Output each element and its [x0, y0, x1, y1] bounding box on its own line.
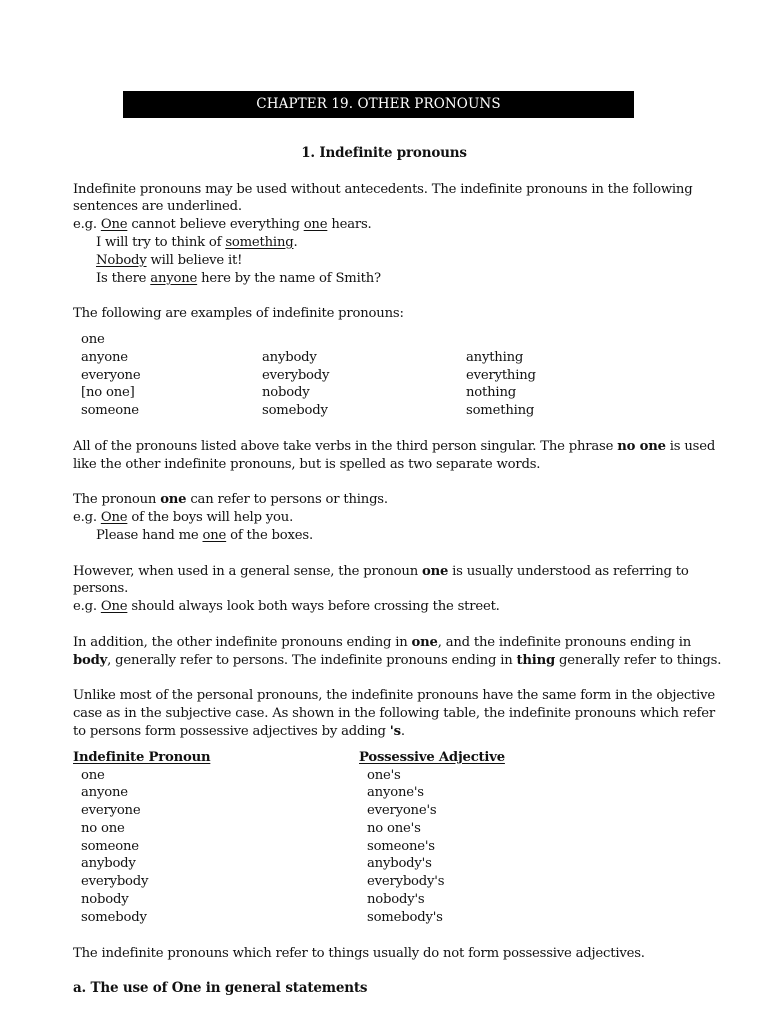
examples-intro: The following are examples of indefinite pronouns: — [73, 306, 404, 321]
para-general-line-1: However, when used in a general sense, the pronoun one is usually understood as referring to — [73, 564, 689, 579]
table-cell-pronoun: anyone — [81, 785, 128, 800]
table-header-possessive: Possessive Adjective — [359, 750, 505, 765]
para-things: The indefinite pronouns which refer to things usually do not form possessive adjectives. — [73, 946, 645, 961]
table-cell-pronoun: no one — [81, 821, 125, 836]
table-cell-possessive: no one's — [367, 821, 421, 836]
table-cell-pronoun: anybody — [81, 856, 136, 871]
table-cell-possessive: one's — [367, 768, 401, 783]
section-heading: 1. Indefinite pronouns — [301, 145, 467, 161]
para-addition-line-2: body, generally refer to persons. The indefinite pronouns ending in thing generally refer to things. — [73, 653, 722, 668]
table-cell-possessive: nobody's — [367, 892, 425, 907]
grid-item: everybody — [262, 368, 330, 383]
para-general-line-2: persons. — [73, 581, 129, 596]
grid-item: nobody — [262, 385, 310, 400]
example-line-1: e.g. One cannot believe everything one hears. — [73, 217, 372, 232]
grid-item: someone — [81, 403, 139, 418]
grid-item: anybody — [262, 350, 317, 365]
table-cell-possessive: everybody's — [367, 874, 445, 889]
table-cell-pronoun: one — [81, 768, 105, 783]
para-unlike-line-3: to persons form possessive adjectives by adding 's. — [73, 724, 405, 739]
example-line-2: I will try to think of something. — [96, 235, 298, 250]
grid-item: [no one] — [81, 385, 135, 400]
example-line-3: Nobody will believe it! — [96, 253, 243, 268]
para-addition-line-1: In addition, the other indefinite pronouns ending in one, and the indefinite pronouns ending in — [73, 635, 692, 650]
para-general-line-3: e.g. One should always look both ways before crossing the street. — [73, 599, 500, 614]
grid-item: everyone — [81, 368, 141, 383]
intro-line-1: Indefinite pronouns may be used without antecedents. The indefinite pronouns in the following — [73, 182, 693, 197]
para-one-line-2: e.g. One of the boys will help you. — [73, 510, 294, 525]
table-cell-pronoun: somebody — [81, 910, 147, 925]
subheading: a. The use of One in general statements — [73, 980, 368, 996]
table-cell-pronoun: everyone — [81, 803, 141, 818]
intro-line-2: sentences are underlined. — [73, 199, 242, 214]
para-one-line-1: The pronoun one can refer to persons or things. — [73, 492, 388, 507]
table-cell-possessive: anybody's — [367, 856, 432, 871]
table-header-pronoun: Indefinite Pronoun — [73, 750, 211, 765]
grid-item: one — [81, 332, 105, 347]
para-third-person-line-2: like the other indefinite pronouns, but is spelled as two separate words. — [73, 457, 541, 472]
grid-item: anything — [466, 350, 524, 365]
grid-item: nothing — [466, 385, 516, 400]
grid-item: somebody — [262, 403, 328, 418]
para-unlike-line-2: case as in the subjective case. As shown in the following table, the indefinite pronouns which refer — [73, 706, 715, 721]
example-line-4: Is there anyone here by the name of Smith? — [96, 271, 381, 286]
table-cell-pronoun: nobody — [81, 892, 129, 907]
table-cell-possessive: someone's — [367, 839, 435, 854]
table-cell-possessive: anyone's — [367, 785, 424, 800]
table-cell-possessive: everyone's — [367, 803, 437, 818]
para-third-person-line-1: All of the pronouns listed above take verbs in the third person singular. The phrase no one is used — [73, 439, 716, 454]
chapter-title: CHAPTER 19. OTHER PRONOUNS — [123, 91, 634, 118]
table-cell-pronoun: everybody — [81, 874, 149, 889]
para-one-line-3: Please hand me one of the boxes. — [96, 528, 313, 543]
para-unlike-line-1: Unlike most of the personal pronouns, the indefinite pronouns have the same form in the objective — [73, 688, 715, 703]
grid-item: everything — [466, 368, 536, 383]
grid-item: anyone — [81, 350, 128, 365]
table-cell-possessive: somebody's — [367, 910, 443, 925]
grid-item: something — [466, 403, 535, 418]
table-cell-pronoun: someone — [81, 839, 139, 854]
